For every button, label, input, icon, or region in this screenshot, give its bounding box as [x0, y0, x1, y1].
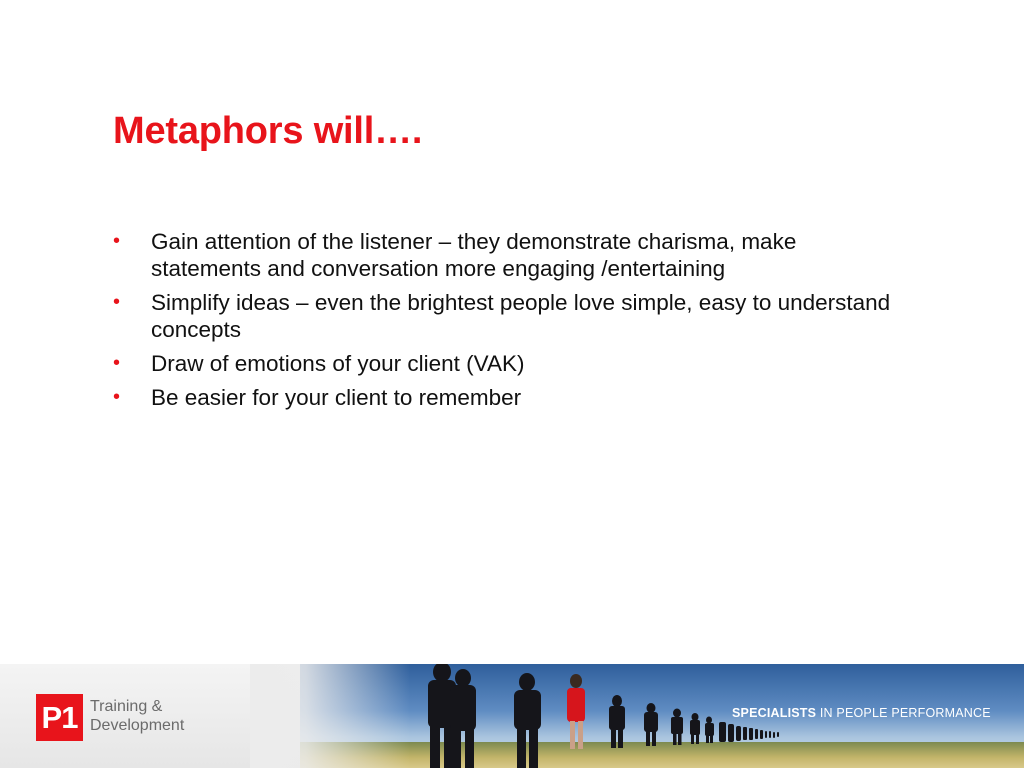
list-item	[113, 350, 903, 377]
tagline-strong: SPECIALISTS	[732, 706, 817, 720]
p1-logo: P1	[36, 694, 83, 741]
logo-wordmark	[90, 697, 230, 735]
footer-tagline	[732, 706, 991, 720]
bullet-text: Gain attention of the listener – they demonstrate charisma, make statements and conversation more engaging /entertaining	[151, 229, 797, 281]
bullet-marker: •	[113, 352, 121, 374]
logo-line-2: Development	[90, 717, 185, 734]
list-item	[113, 384, 903, 411]
bullet-marker: •	[113, 230, 121, 252]
slide-title: Metaphors will….	[113, 110, 423, 152]
bullet-text: Draw of emotions of your client (VAK)	[151, 351, 525, 376]
bullet-list	[113, 228, 903, 418]
bullet-text: Simplify ideas – even the brightest people love simple, easy to understand concepts	[151, 290, 891, 342]
list-item	[113, 289, 903, 343]
tagline-rest: IN PEOPLE PERFORMANCE	[816, 706, 991, 720]
bullet-marker: •	[113, 291, 121, 313]
logo-line-1: Training &	[90, 698, 163, 715]
bullet-text: Be easier for your client to remember	[151, 385, 522, 410]
bullet-marker: •	[113, 386, 121, 408]
list-item	[113, 228, 903, 282]
